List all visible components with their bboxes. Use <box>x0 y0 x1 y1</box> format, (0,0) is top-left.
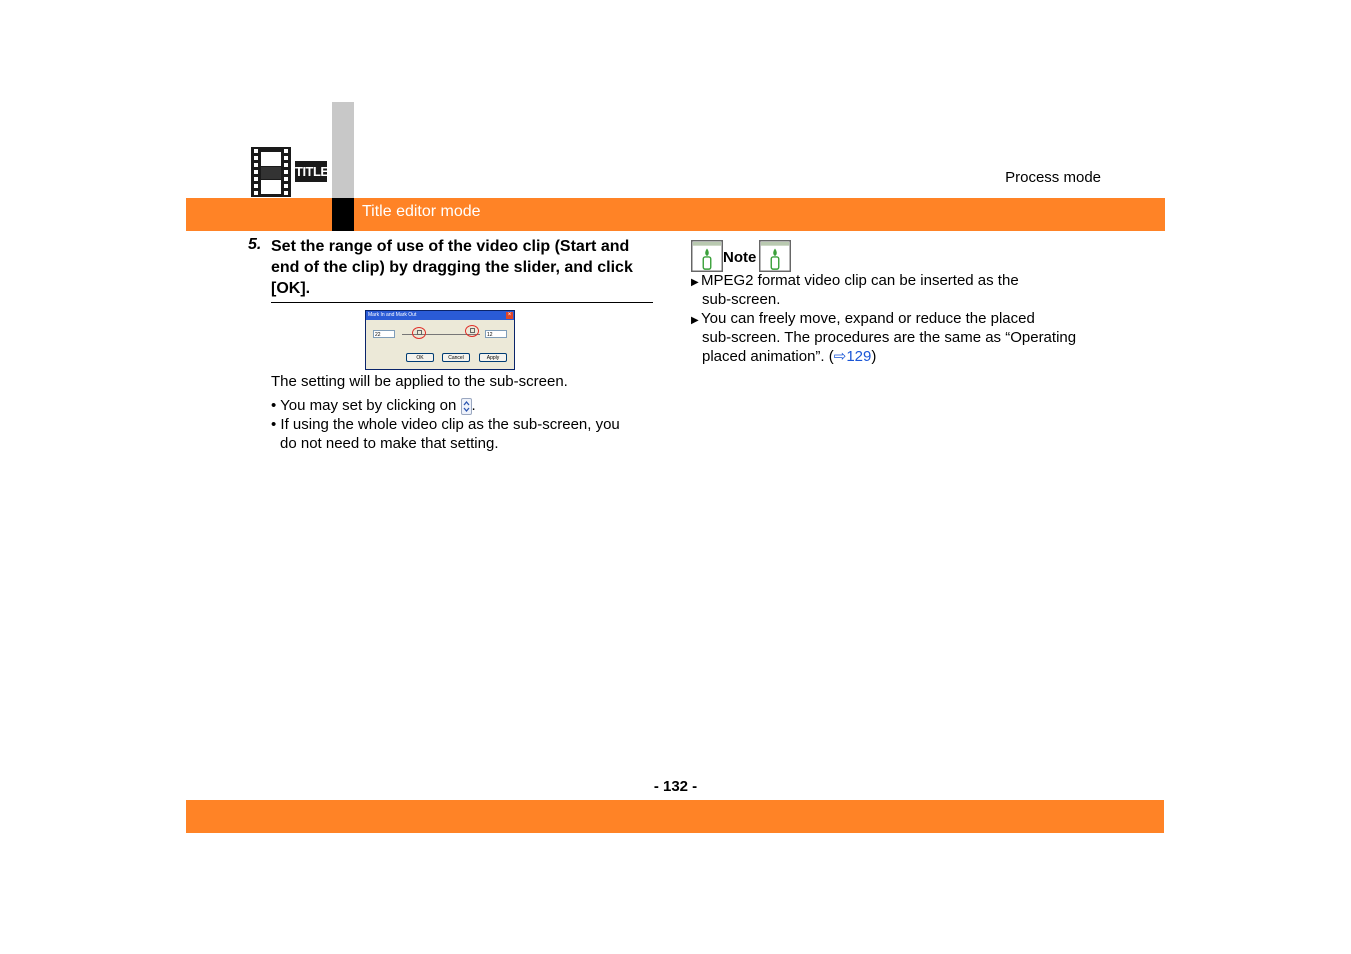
apply-button[interactable]: Apply <box>479 353 507 362</box>
note-item-2-text: You can freely move, expand or reduce the placed <box>701 310 1035 327</box>
title-mode-icon: TITLE <box>295 161 327 182</box>
bullet-spin-tip <box>271 396 476 415</box>
header-grey-tab <box>332 102 354 198</box>
note-item-1-text: MPEG2 format video clip can be inserted as the <box>701 272 1019 289</box>
note-item-2-line3-suffix: ) <box>871 348 877 365</box>
triangle-right-icon: ▶ <box>691 277 699 288</box>
film-strip-icon <box>251 147 291 197</box>
bullet1-prefix: • You may set by clicking on <box>271 397 457 414</box>
bullet1-suffix: . <box>471 397 476 414</box>
bullet-whole-clip-line1: • If using the whole video clip as the sub-screen, you <box>271 416 620 433</box>
bullet-whole-clip-line2: do not need to make that setting. <box>280 435 499 452</box>
applied-text: The setting will be applied to the sub-screen. <box>271 373 568 390</box>
page-reference-arrow-icon[interactable]: ⇨ <box>833 348 847 365</box>
ok-button[interactable]: OK <box>406 353 434 362</box>
triangle-right-icon: ▶ <box>691 315 699 326</box>
start-slider-thumb[interactable] <box>417 330 422 335</box>
dialog-titlebar <box>366 311 514 320</box>
footer-bar <box>186 800 1164 833</box>
note-item-2-line3 <box>702 347 876 366</box>
end-field[interactable]: 12 <box>485 330 507 338</box>
process-mode-label: Process mode <box>1005 169 1101 186</box>
step-heading: Set the range of use of the video clip (Start and end of the clip) by dragging the slider, and click [OK]. <box>271 238 633 297</box>
close-icon[interactable]: × <box>507 312 512 318</box>
cancel-button[interactable]: Cancel <box>442 353 470 362</box>
dialog-title: Mark In and Mark Out <box>368 312 417 318</box>
section-title: Title editor mode <box>362 203 481 220</box>
mark-in-out-dialog <box>365 310 515 370</box>
note-item-1-line2: sub-screen. <box>702 291 781 308</box>
note-candle-icon-right <box>759 240 791 272</box>
step-divider <box>271 302 653 303</box>
note-label: Note <box>723 249 757 266</box>
spin-button-icon <box>461 398 472 415</box>
note-item-2-line3-prefix: placed animation”. ( <box>702 348 834 365</box>
start-field[interactable]: 22 <box>373 330 395 338</box>
note-item-1-line1 <box>691 271 1019 292</box>
end-slider-thumb[interactable] <box>470 328 475 333</box>
note-candle-icon <box>691 240 723 272</box>
step-number: 5. <box>248 236 262 253</box>
note-item-2-line2: sub-screen. The procedures are the same as “Operating <box>702 329 1077 346</box>
page-number: - 132 - <box>653 778 698 795</box>
header-black-tab <box>332 198 354 231</box>
note-item-2-line1 <box>691 309 1035 330</box>
page-reference-link[interactable]: 129 <box>846 348 872 365</box>
